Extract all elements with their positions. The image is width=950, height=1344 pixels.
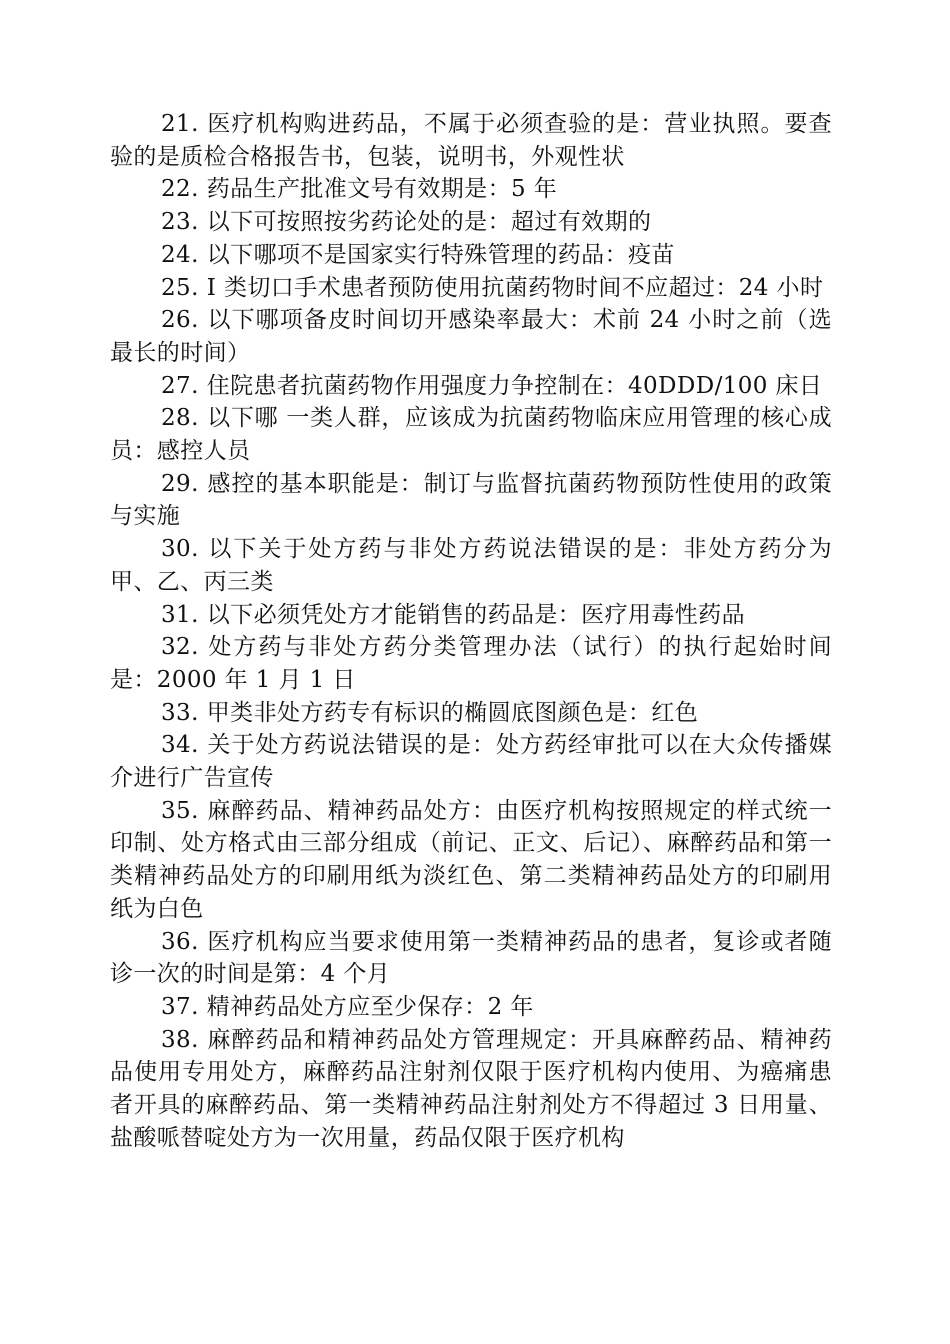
item-number: 38.	[161, 1026, 199, 1053]
item-text: 麻醉药品、精神药品处方：由医疗机构按照规定的样式统一印制、处方格式由三部分组成（前记、正文、后记）、麻醉药品和第一类精神药品处方的印刷用纸为淡红色、第二类精神药品处方的印刷用纸为白色	[110, 797, 832, 922]
list-item-26	[110, 304, 832, 369]
item-number: 21.	[161, 111, 199, 137]
list-item-38	[110, 1024, 832, 1155]
item-number: 35.	[161, 797, 199, 824]
item-text: 医疗机构应当要求使用第一类精神药品的患者，复诊或者随诊一次的时间是第：4 个月	[110, 928, 832, 988]
item-text: 以下哪项备皮时间切开感染率最大：术前 24 小时之前（选最长的时间）	[110, 307, 832, 366]
item-text: 医疗机构购进药品，不属于必须查验的是：营业执照。要查验的是质检合格报告书，包装，说明书，外观性状	[110, 111, 832, 170]
item-number: 22.	[161, 176, 199, 203]
list-item-21	[110, 108, 832, 173]
list-item-23	[110, 206, 832, 239]
item-number: 33.	[161, 699, 199, 726]
item-text: I 类切口手术患者预防使用抗菌药物时间不应超过：24 小时	[206, 274, 824, 301]
item-number: 34.	[161, 732, 199, 759]
list-item-35	[110, 795, 832, 926]
item-number: 27.	[161, 372, 199, 399]
item-number: 25.	[161, 274, 199, 301]
list-item-29	[110, 468, 832, 533]
item-text: 精神药品处方应至少保存：2 年	[206, 993, 534, 1020]
list-item-25	[110, 272, 832, 305]
item-text: 甲类非处方药专有标识的椭圆底图颜色是：红色	[206, 699, 699, 726]
item-number: 23.	[161, 209, 199, 236]
item-text: 感控的基本职能是：制订与监督抗菌药物预防性使用的政策与实施	[110, 470, 832, 530]
list-item-24	[110, 239, 832, 272]
item-number: 32.	[161, 634, 199, 661]
item-number: 30.	[161, 536, 199, 563]
list-item-33	[110, 697, 832, 730]
item-text: 以下必须凭处方才能销售的药品是：医疗用毒性药品	[206, 601, 745, 628]
item-text: 关于处方药说法错误的是：处方药经审批可以在大众传播媒介进行广告宣传	[110, 732, 832, 792]
item-number: 28.	[161, 405, 199, 432]
list-item-30	[110, 533, 832, 598]
list-item-28	[110, 402, 832, 467]
item-number: 37.	[161, 993, 199, 1020]
item-number: 36.	[161, 928, 199, 955]
list-item-36	[110, 926, 832, 991]
item-text: 以下哪 一类人群，应该成为抗菌药物临床应用管理的核心成员：感控人员	[110, 405, 832, 465]
item-number: 24.	[161, 241, 199, 268]
item-text: 药品生产批准文号有效期是：5 年	[206, 176, 558, 203]
list-item-37	[110, 991, 832, 1024]
item-number: 29.	[161, 470, 199, 497]
item-number: 26.	[161, 307, 199, 334]
item-text: 住院患者抗菌药物作用强度力争控制在：40DDD/100 床日	[206, 372, 823, 399]
item-text: 麻醉药品和精神药品处方管理规定：开具麻醉药品、精神药品使用专用处方，麻醉药品注射剂仅限于医疗机构内使用、为癌痛患者开具的麻醉药品、第一类精神药品注射剂处方不得超过 3 日用量、盐酸哌替啶处方为一次用量，药品仅限于医疗机构	[110, 1026, 832, 1151]
list-item-32	[110, 631, 832, 696]
list-item-31	[110, 599, 832, 632]
item-text: 处方药与非处方药分类管理办法（试行）的执行起始时间是：2000 年 1 月 1 日	[110, 634, 832, 693]
item-number: 31.	[161, 601, 199, 628]
item-text: 以下哪项不是国家实行特殊管理的药品：疫苗	[206, 241, 675, 268]
list-item-27	[110, 370, 832, 403]
list-item-34	[110, 729, 832, 794]
item-text: 以下可按照按劣药论处的是：超过有效期的	[206, 209, 652, 236]
document-page	[110, 108, 832, 1155]
item-text: 以下关于处方药与非处方药说法错误的是：非处方药分为甲、乙、丙三类	[110, 536, 832, 595]
list-item-22	[110, 173, 832, 206]
